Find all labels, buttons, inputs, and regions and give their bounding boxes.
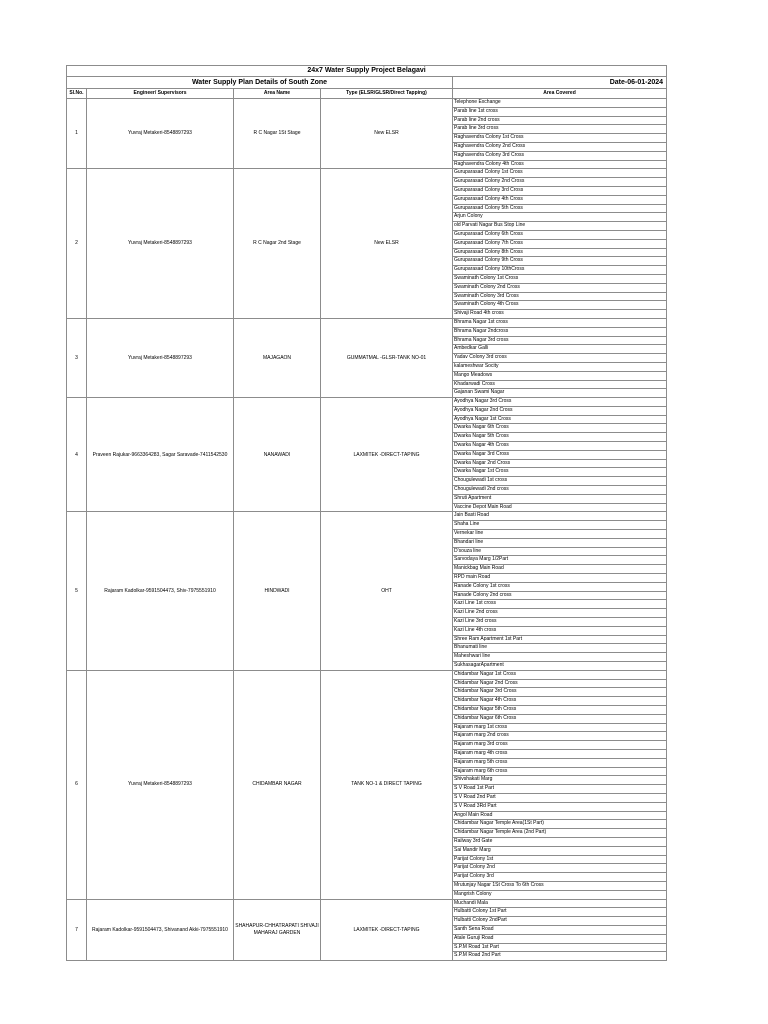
serial-number-cell: 7 bbox=[67, 899, 87, 961]
area-name-cell: R C Nagar 1St Stage bbox=[234, 99, 321, 169]
serial-number-cell: 1 bbox=[67, 99, 87, 169]
area-covered-cell: Hulbatti Colony 2ndPart bbox=[453, 917, 667, 926]
area-covered-cell: old Parvati Nagar Bus Stop Line bbox=[453, 222, 667, 231]
area-covered-cell: Swaminath Colony 4th Cross bbox=[453, 301, 667, 310]
engineer-cell: Rajaram Kadolkar-9591504473, Shiv-7975551910 bbox=[87, 512, 234, 670]
plan-title: Water Supply Plan Details of South Zone bbox=[67, 77, 453, 89]
area-covered-cell: Telephone Exchange bbox=[453, 99, 667, 108]
area-covered-cell: Ranade Colony 1st cross bbox=[453, 582, 667, 591]
serial-number-cell: 5 bbox=[67, 512, 87, 670]
area-covered-cell: Guruparasad Colony 7th Cross bbox=[453, 239, 667, 248]
area-covered-cell: Rajaram marg 4th cross bbox=[453, 749, 667, 758]
area-covered-cell: Kazi Line 1st cross bbox=[453, 600, 667, 609]
area-covered-cell: Dwarka Nagar 5th Cross bbox=[453, 433, 667, 442]
area-covered-cell: Chidambar Nagar 1st Cross bbox=[453, 670, 667, 679]
supply-type-cell: OHT bbox=[321, 512, 453, 670]
table-row bbox=[67, 670, 667, 679]
table-row bbox=[67, 318, 667, 327]
area-covered-cell: Chidambar Nagar 2nd Cross bbox=[453, 679, 667, 688]
area-covered-cell: Chidambar Nagar 6th Cross bbox=[453, 714, 667, 723]
area-name-cell: SHAHAPUR-CHHATRAPATI SHIVAJI MAHARAJ GARDEN bbox=[234, 899, 321, 961]
area-covered-cell: Swaminath Colony 2nd Cross bbox=[453, 283, 667, 292]
engineer-cell: Yuvraj Metakeri-8548897293 bbox=[87, 318, 234, 397]
area-covered-cell: Chidambar Nagar 4th Cross bbox=[453, 697, 667, 706]
engineer-cell: Rajaram Kadolkar-9591504473, Shivanand Akki-7975551910 bbox=[87, 899, 234, 961]
table-row bbox=[67, 512, 667, 521]
column-header-type: Type (ELSR/GLSR/Direct Tapping) bbox=[321, 89, 453, 99]
area-covered-cell: Rajaram marg 2nd cross bbox=[453, 732, 667, 741]
area-covered-cell: Ayodhya Nagar 1st Cross bbox=[453, 415, 667, 424]
area-covered-cell: Swaminath Colony 1st Cross bbox=[453, 274, 667, 283]
table-row bbox=[67, 899, 667, 908]
column-header-slno: Sl.No. bbox=[67, 89, 87, 99]
area-covered-cell: Parab line 1st cross bbox=[453, 107, 667, 116]
area-covered-cell: Kazi Line 4th cross bbox=[453, 626, 667, 635]
area-covered-cell: Shivaji Road 4th cross bbox=[453, 310, 667, 319]
area-covered-cell: Gajanan Swami Nagar bbox=[453, 389, 667, 398]
area-covered-cell: Swaminath Colony 3rd Cross bbox=[453, 292, 667, 301]
area-name-cell: HINDWADI bbox=[234, 512, 321, 670]
area-covered-cell: S V Road 1st Part bbox=[453, 785, 667, 794]
area-covered-cell: Mango Meadows bbox=[453, 371, 667, 380]
area-covered-cell: Shaha Line bbox=[453, 521, 667, 530]
area-covered-cell: Vernekar line bbox=[453, 530, 667, 539]
area-covered-cell: Raghavendra Colony 2nd Cross bbox=[453, 142, 667, 151]
area-name-cell: MAJAGAON bbox=[234, 318, 321, 397]
area-covered-cell: Guruparasad Colony 6th Cross bbox=[453, 230, 667, 239]
area-covered-cell: Mangrish Colony bbox=[453, 890, 667, 899]
engineer-cell: Yuvraj Metakeri-8548897293 bbox=[87, 99, 234, 169]
area-covered-cell: Hulbatti Colony 1st Part bbox=[453, 908, 667, 917]
area-covered-cell: Chidambar Nagar 3rd Cross bbox=[453, 688, 667, 697]
supply-type-cell: New ELSR bbox=[321, 169, 453, 319]
area-covered-cell: Guruparasad Colony 2nd Cross bbox=[453, 178, 667, 187]
area-covered-cell: RPD main Road bbox=[453, 574, 667, 583]
area-covered-cell: Parab line 2nd cross bbox=[453, 116, 667, 125]
area-covered-cell: Ayodhya Nagar 3rd Cross bbox=[453, 398, 667, 407]
supply-type-cell: GUMMATMAL -GLSR-TANK NO-01 bbox=[321, 318, 453, 397]
area-covered-cell: Raghavendra Colony 3rd Cross bbox=[453, 151, 667, 160]
serial-number-cell: 2 bbox=[67, 169, 87, 319]
table-row bbox=[67, 99, 667, 108]
area-covered-cell: Raghavendra Colony 1st Cross bbox=[453, 134, 667, 143]
project-title: 24x7 Water Supply Project Belagavi bbox=[67, 66, 667, 77]
area-covered-cell: Bhrama Nagar 1st cross bbox=[453, 318, 667, 327]
table-row bbox=[67, 398, 667, 407]
supply-type-cell: TANK NO-1 & DIRECT TAPING bbox=[321, 670, 453, 899]
area-covered-cell: Guruparasad Colony 10thCross bbox=[453, 266, 667, 275]
area-covered-cell: Parijat Colony 3rd bbox=[453, 873, 667, 882]
area-covered-cell: Rajaram marg 3rd cross bbox=[453, 741, 667, 750]
area-covered-cell: Chougulewadi 1st cross bbox=[453, 477, 667, 486]
area-covered-cell: Shree Ram Apartment 1st Part bbox=[453, 635, 667, 644]
area-covered-cell: Angol Main Road bbox=[453, 811, 667, 820]
area-covered-cell: Rajaram marg 6th cross bbox=[453, 767, 667, 776]
column-header-area-name: Area Name bbox=[234, 89, 321, 99]
area-covered-cell: Sai Mandir Marg bbox=[453, 846, 667, 855]
area-covered-cell: Rajaram marg 5th cross bbox=[453, 758, 667, 767]
supply-type-cell: LAXMITEK -DIRECT-TAPING bbox=[321, 398, 453, 512]
spreadsheet bbox=[66, 65, 666, 961]
serial-number-cell: 6 bbox=[67, 670, 87, 899]
area-covered-cell: Dwarka Nagar 2nd Cross bbox=[453, 459, 667, 468]
serial-number-cell: 4 bbox=[67, 398, 87, 512]
supply-type-cell: LAXMITEK -DIRECT-TAPING bbox=[321, 899, 453, 961]
area-covered-cell: Guruparasad Colony 1st Cross bbox=[453, 169, 667, 178]
area-covered-cell: Kazi Line 3rd cross bbox=[453, 618, 667, 627]
area-covered-cell: S.P.M Road 2nd Part bbox=[453, 952, 667, 961]
area-covered-cell: Guruparasad Colony 4th Cross bbox=[453, 195, 667, 204]
area-covered-cell: Raghavendra Colony 4th Cross bbox=[453, 160, 667, 169]
area-name-cell: R C Nagar 2nd Stage bbox=[234, 169, 321, 319]
area-name-cell: NANAWADI bbox=[234, 398, 321, 512]
area-covered-cell: Muchandi Mala bbox=[453, 899, 667, 908]
area-covered-cell: Chougulewadi 2nd cross bbox=[453, 486, 667, 495]
area-covered-cell: Railway 3rd Gate bbox=[453, 837, 667, 846]
area-covered-cell: Parab line 3rd cross bbox=[453, 125, 667, 134]
area-covered-cell: Bhrama Nagar 3rd cross bbox=[453, 336, 667, 345]
area-covered-cell: Dwarka Nagar 4th Cross bbox=[453, 442, 667, 451]
area-covered-cell: Khadarwadi Cross bbox=[453, 380, 667, 389]
area-covered-cell: Ayodhya Nagar 2nd Cross bbox=[453, 406, 667, 415]
area-covered-cell: SukhasagarApartment bbox=[453, 662, 667, 671]
area-covered-cell: Ambedkar Galli bbox=[453, 345, 667, 354]
area-covered-cell: Chidambar Nagar Temple Area (2nd Part) bbox=[453, 829, 667, 838]
area-covered-cell: S V Road 3Rd Part bbox=[453, 802, 667, 811]
area-covered-cell: Guruparasad Colony 5th Cross bbox=[453, 204, 667, 213]
water-supply-table bbox=[66, 65, 667, 961]
area-covered-cell: Santh Sena Road bbox=[453, 925, 667, 934]
area-covered-cell: Parijat Colony 2nd bbox=[453, 864, 667, 873]
area-covered-cell: Jain Basti Road bbox=[453, 512, 667, 521]
area-covered-cell: Atale Guruji Road bbox=[453, 934, 667, 943]
area-covered-cell: Rajaram marg 1st cross bbox=[453, 723, 667, 732]
area-covered-cell: S.P.M Road 1st Part bbox=[453, 943, 667, 952]
area-covered-cell: Guruparasad Colony 9th Cross bbox=[453, 257, 667, 266]
area-covered-cell: Dwarka Nagar 1st Cross bbox=[453, 468, 667, 477]
area-covered-cell: Dwarka Nagar 6th Cross bbox=[453, 424, 667, 433]
area-covered-cell: Manickbag Main Road bbox=[453, 565, 667, 574]
area-covered-cell: Parijat Colony 1st bbox=[453, 855, 667, 864]
area-covered-cell: Yadav Colony 3rd cross bbox=[453, 354, 667, 363]
serial-number-cell: 3 bbox=[67, 318, 87, 397]
area-covered-cell: Ranade Colony 2nd cross bbox=[453, 591, 667, 600]
area-covered-cell: Bhanumati line bbox=[453, 644, 667, 653]
area-covered-cell: Arjun Colony bbox=[453, 213, 667, 222]
area-covered-cell: Maheshwari line bbox=[453, 653, 667, 662]
column-header-area-covered: Area Covered bbox=[453, 89, 667, 99]
engineer-cell: Yuvraj Metakeri-8548897293 bbox=[87, 670, 234, 899]
area-covered-cell: kalameshwar Socity bbox=[453, 362, 667, 371]
area-covered-cell: Vaccine Depot Main Road bbox=[453, 503, 667, 512]
plan-date: Date-06-01-2024 bbox=[453, 77, 667, 89]
engineer-cell: Praveen Rajukar-9663364283, Sagar Saravade-7411542530 bbox=[87, 398, 234, 512]
column-header-engineer: Engineer/ Supervisors bbox=[87, 89, 234, 99]
area-name-cell: CHIDAMBAR NAGAR bbox=[234, 670, 321, 899]
area-covered-cell: Guruparasad Colony 3rd Cross bbox=[453, 186, 667, 195]
area-covered-cell: Mrutunjay Nagar 1St Cross To 6th Cross bbox=[453, 881, 667, 890]
area-covered-cell: Bhrama Nagar 2ndcross bbox=[453, 327, 667, 336]
area-covered-cell: Shivshakati Marg bbox=[453, 776, 667, 785]
table-row bbox=[67, 169, 667, 178]
area-covered-cell: Chidambar Nagar Temple Area(1St Part) bbox=[453, 820, 667, 829]
area-covered-cell: Kazi Line 2nd cross bbox=[453, 609, 667, 618]
area-covered-cell: D'souza line bbox=[453, 547, 667, 556]
area-covered-cell: Dwarka Nagar 3rd Cross bbox=[453, 450, 667, 459]
area-covered-cell: Shruti Apartment bbox=[453, 494, 667, 503]
area-covered-cell: Bhandari line bbox=[453, 538, 667, 547]
area-covered-cell: Chidambar Nagar 5th Cross bbox=[453, 705, 667, 714]
area-covered-cell: Guruparasad Colony 8th Cross bbox=[453, 248, 667, 257]
area-covered-cell: S V Road 2nd Part bbox=[453, 793, 667, 802]
supply-type-cell: New ELSR bbox=[321, 99, 453, 169]
area-covered-cell: Sarvodaya Marg 1/2Part bbox=[453, 556, 667, 565]
engineer-cell: Yuvraj Metakeri-8548897293 bbox=[87, 169, 234, 319]
